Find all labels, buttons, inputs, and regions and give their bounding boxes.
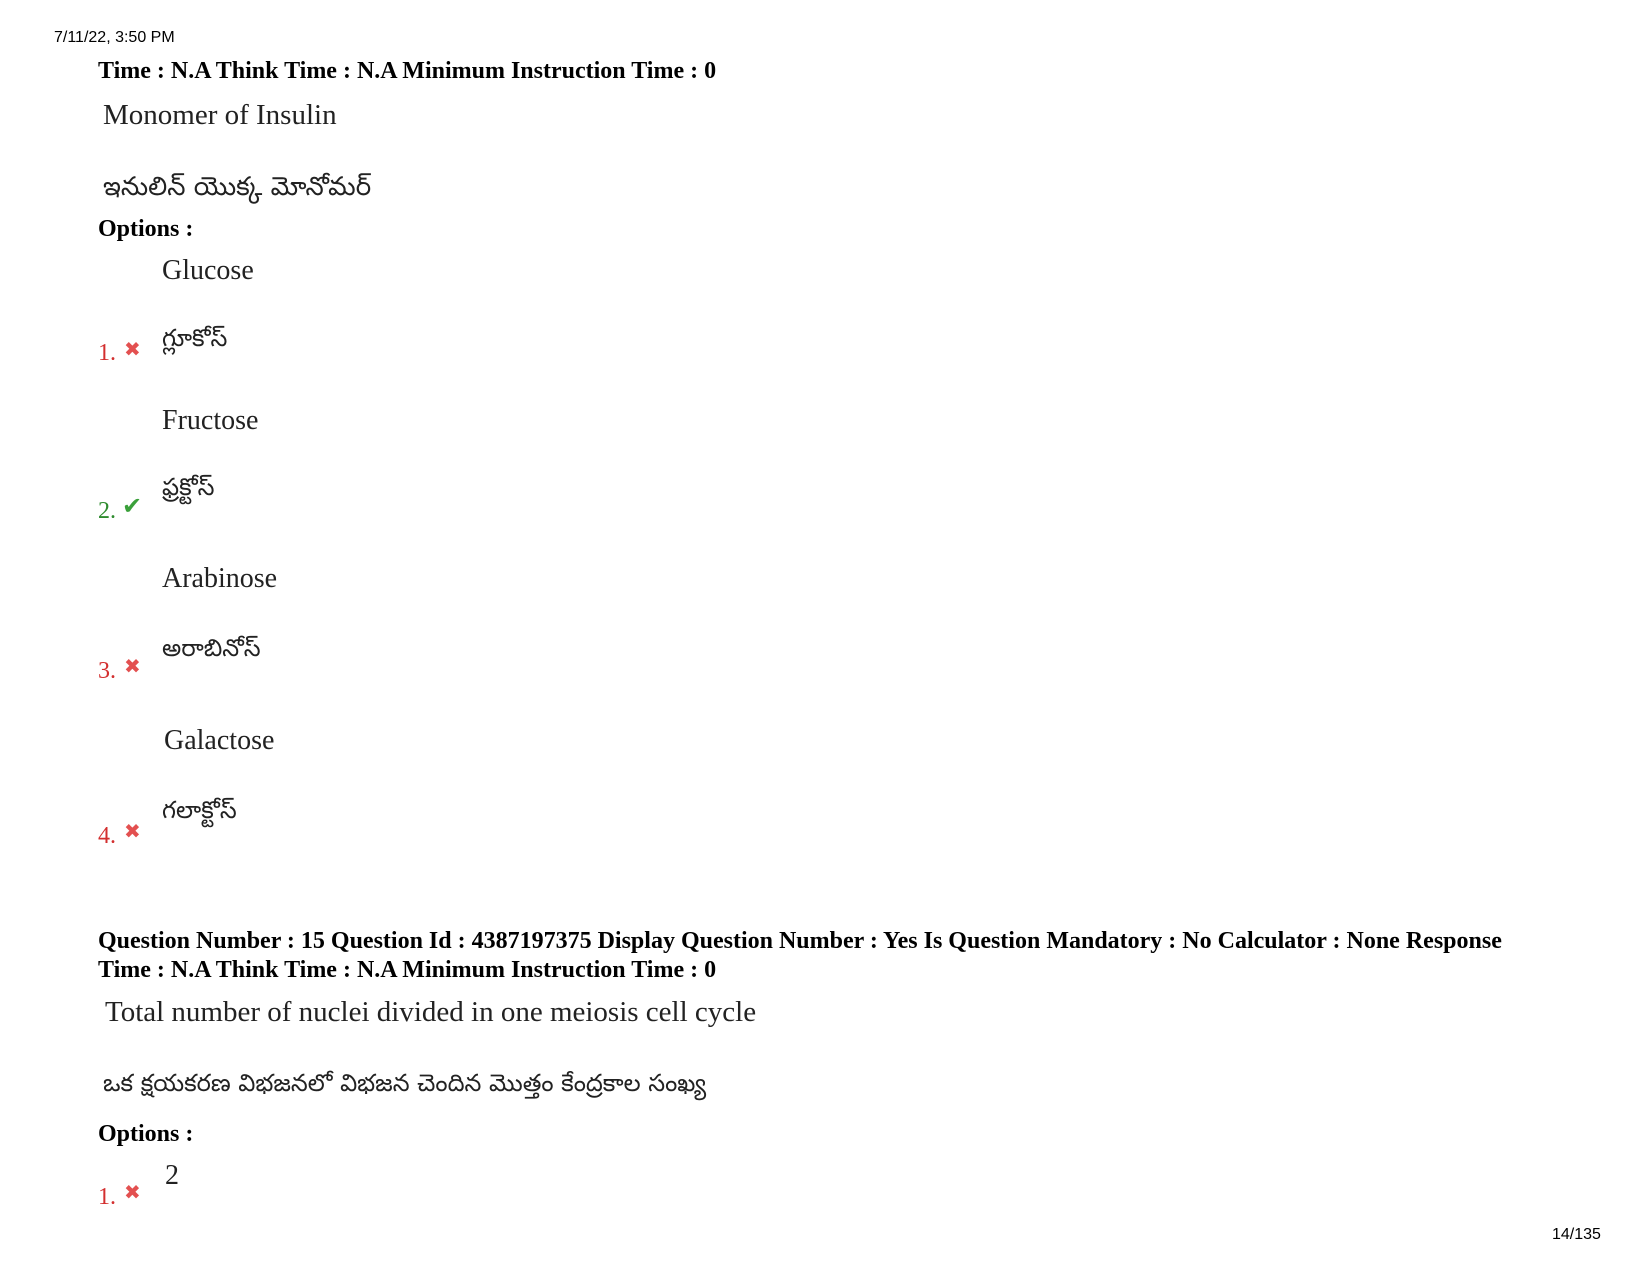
- cross-icon: ✖: [124, 1180, 141, 1204]
- cross-icon: ✖: [124, 654, 141, 678]
- option-1-number: 1.: [98, 1184, 116, 1210]
- option-2-telugu: ఫ్రక్టోస్: [162, 473, 215, 501]
- option-4-english: Galactose: [164, 725, 275, 756]
- check-icon: ✔: [122, 492, 143, 520]
- options-label: Options :: [98, 216, 194, 242]
- option-4-number: 4.: [98, 823, 116, 849]
- question-meta-line: Time : N.A Think Time : N.A Minimum Instruction Time : 0: [98, 957, 717, 983]
- question-text-english: Monomer of Insulin: [103, 99, 337, 131]
- question-text-telugu: ఒక క్షయకరణ విభజనలో విభజన చెందిన మొత్తం కేంద్రకాల సంఖ్య: [103, 1069, 707, 1097]
- option-1-telugu: గ్లూకోస్: [162, 324, 228, 352]
- question-meta-line: Time : N.A Think Time : N.A Minimum Instruction Time : 0: [98, 58, 717, 84]
- option-2-number: 2.: [98, 498, 116, 524]
- option-1-english: Glucose: [162, 255, 254, 286]
- print-datetime: 7/11/22, 3:50 PM: [54, 29, 175, 46]
- question-meta-line: Question Number : 15 Question Id : 4387197375 Display Question Number : Yes Is Question Mandatory : No Calculator : None Response: [98, 928, 1502, 954]
- option-1-value: 2: [165, 1160, 179, 1191]
- question-text-english: Total number of nuclei divided in one meiosis cell cycle: [105, 996, 757, 1028]
- options-label: Options :: [98, 1121, 194, 1147]
- question-text-telugu: ఇనులిన్ యొక్క మోనోమర్: [103, 172, 372, 202]
- page-number: 14/135: [1552, 1226, 1601, 1243]
- option-4-telugu: గలాక్టోస్: [162, 796, 237, 824]
- cross-icon: ✖: [124, 819, 141, 843]
- cross-icon: ✖: [124, 337, 141, 361]
- option-3-number: 3.: [98, 658, 116, 684]
- option-2-english: Fructose: [162, 405, 259, 436]
- option-1-number: 1.: [98, 340, 116, 366]
- option-3-english: Arabinose: [162, 563, 278, 594]
- option-3-telugu: అరాబినోస్: [162, 634, 261, 662]
